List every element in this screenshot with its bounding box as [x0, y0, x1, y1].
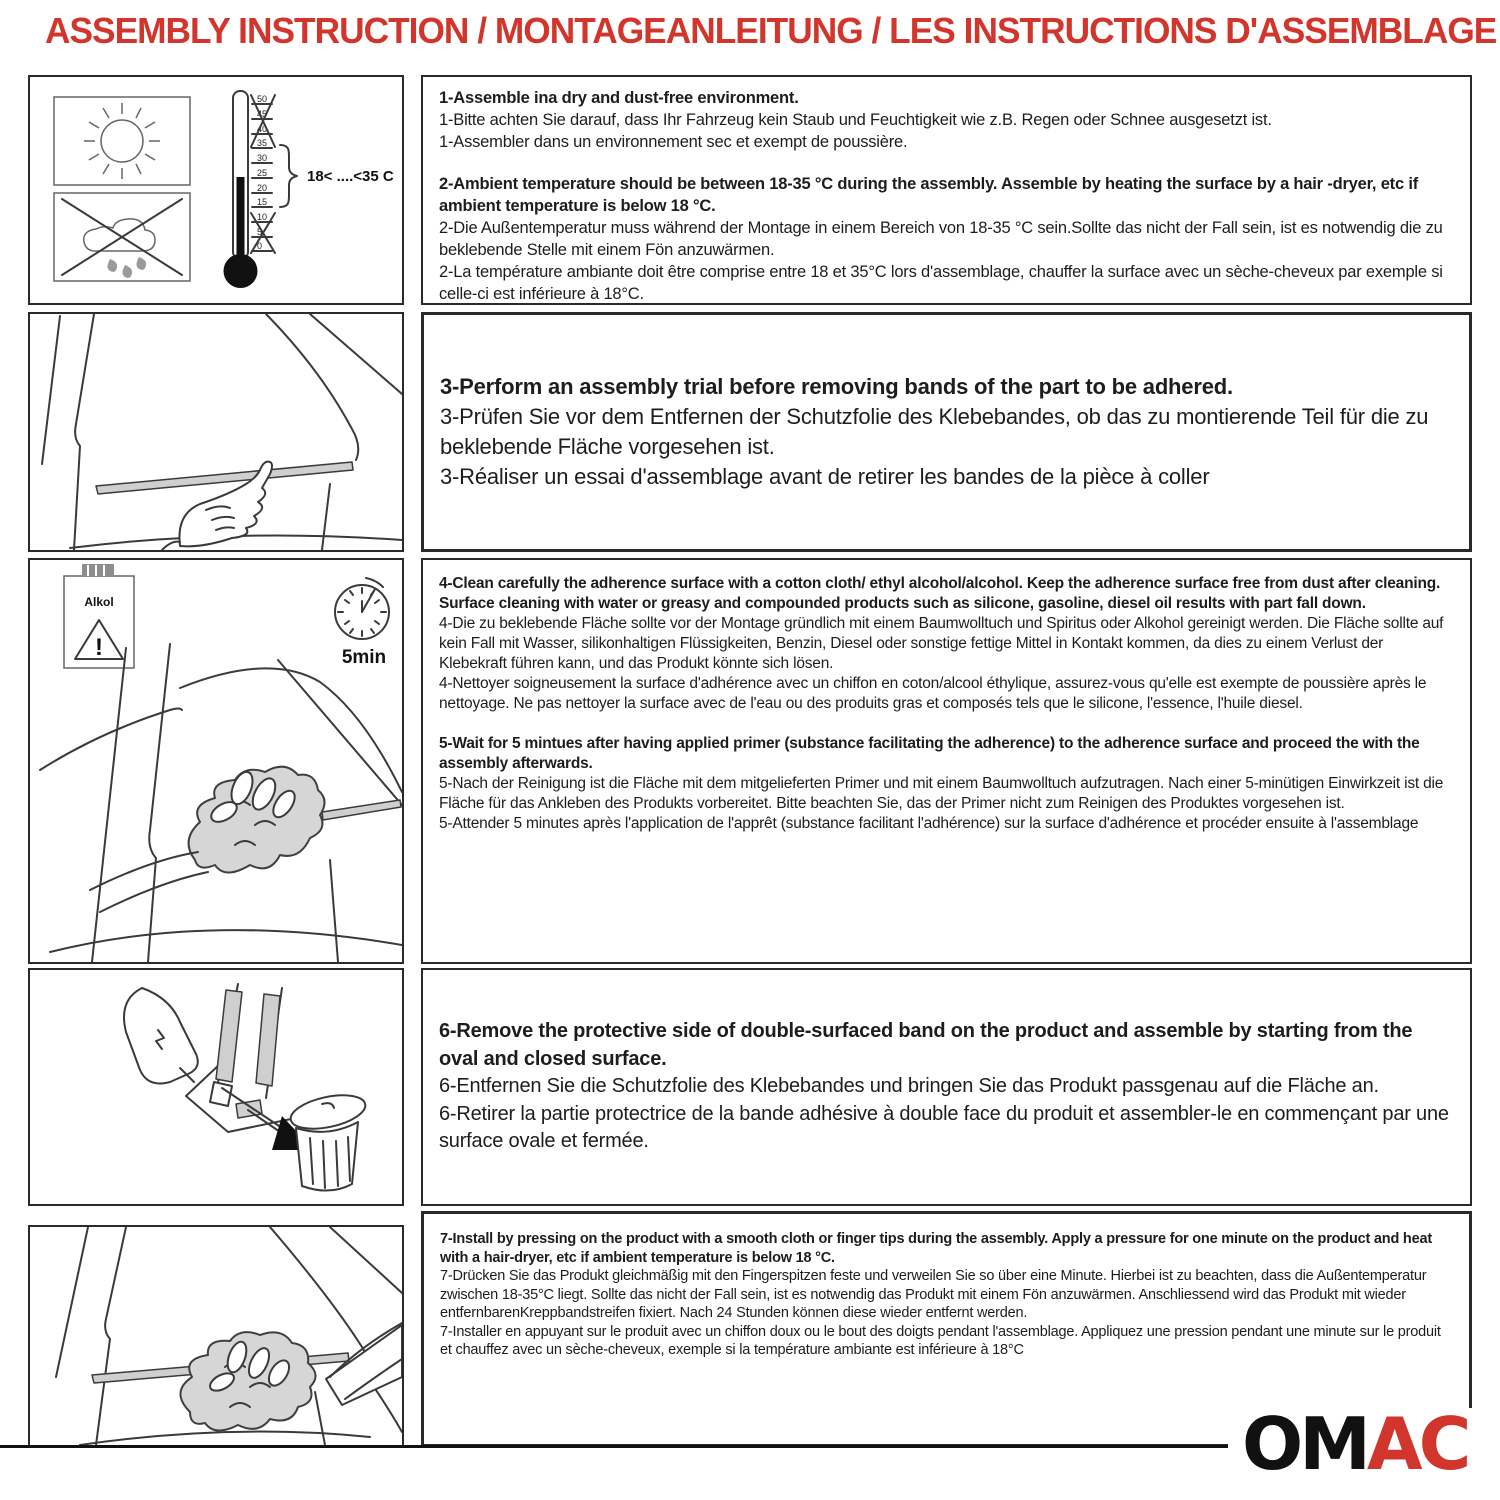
trim-strip [96, 462, 353, 494]
illustration-press-product [28, 1225, 404, 1447]
logo-text-red: AC [1366, 1402, 1468, 1486]
instruction-en: 6-Remove the protective side of double-surfaced band on the product and assemble by starting from the oval and closed surface. [439, 1020, 1413, 1070]
instruction-en: 5-Wait for 5 mintues after having applied primer (substance facilitating the adherence) to the adherence surface and proceed the with the assembly afterwards. [439, 735, 1420, 772]
instructions-step-3 [421, 312, 1472, 552]
instructions-step-4-5 [421, 558, 1472, 964]
thermometer-scale [251, 94, 275, 253]
instruction-fr: 4-Nettoyer soigneusement la surface d'adhérence avec un chiffon en coton/alcool éthylique, assurez-vous qu'elle est exempte de poussière après le nettoyage. Ne pas nettoyer la surface avec de l'eau ou des produits gras et composés tels que le silicone, l'essence, l'huile diesel. [439, 675, 1427, 712]
svg-text:40: 40 [257, 124, 268, 134]
no-rain-icon [54, 193, 190, 281]
footer-rule [0, 1445, 1230, 1448]
svg-text:10: 10 [257, 212, 268, 222]
bottle-label: Alkol [84, 595, 114, 609]
svg-text:45: 45 [257, 109, 268, 119]
assembly-trial-drawing [30, 314, 402, 550]
svg-text:25: 25 [257, 168, 268, 178]
instruction-en: 2-Ambient temperature should be between 18-35 °C during the assembly. Assemble by heating the surface by a hair -dryer, etc if ambient temperature is below 18 °C. [439, 175, 1419, 215]
svg-text:35: 35 [257, 138, 268, 148]
instruction-de: 6-Entfernen Sie die Schutzfolie des Klebebandes und bringen Sie das Produkt passgenau auf die Fläche an. [439, 1075, 1379, 1098]
page-title: ASSEMBLY INSTRUCTION / MONTAGEANLEITUNG / LES INSTRUCTIONS D'ASSEMBLAGE [45, 10, 1497, 51]
svg-text:5: 5 [257, 227, 263, 237]
instruction-fr: 3-Réaliser un essai d'assemblage avant de retirer les bandes de la pièce à coller [440, 464, 1210, 489]
instruction-en: 3-Perform an assembly trial before removing bands of the part to be adhered. [440, 374, 1233, 399]
instruction-fr: 1-Assembler dans un environnement sec et exempt de poussière. [439, 133, 908, 151]
range-brace [280, 145, 297, 207]
peeled-tape-end [210, 1082, 232, 1106]
tape-strip [256, 994, 280, 1086]
instruction-de: 1-Bitte achten Sie darauf, dass Ihr Fahrzeug kein Staub und Feuchtigkeit wie z.B. Regen oder Schnee ausgesetzt ist. [439, 111, 1272, 129]
clean-surface-drawing [30, 560, 402, 962]
trash-can-icon [288, 1089, 369, 1190]
instruction-en: 4-Clean carefully the adherence surface with a cotton cloth/ ethyl alcohol/alcohol. Keep the adherence surface free from dust after cleaning. Surface cleaning with water or greasy and compounded products such as silicone, gasoline, diesel oil results with part fall down. [439, 575, 1441, 612]
svg-text:0: 0 [257, 241, 263, 251]
instruction-de: 5-Nach der Reinigung ist die Fläche mit dem mitgelieferten Primer und mit einem Baumwolltuch aufzutragen. Nach einer 5-minütigen Einwirkzeit ist die Fläche für das Ankleben des Produkts vorbereitet. Bitte beachten Sie, das der Primer nicht zum Reinigen des Produktes vorgesehen ist. [439, 775, 1444, 812]
sun-icon [54, 97, 190, 185]
trim-strip [322, 800, 401, 820]
alcohol-bottle-icon [64, 564, 134, 668]
omac-logo [1228, 1402, 1487, 1494]
instruction-de: 3-Prüfen Sie vor dem Entfernen der Schutzfolie des Klebebandes, ob das zu montierende Teil für die zu beklebende Fläche vorgesehen ist. [440, 404, 1429, 459]
illustration-temperature-conditions [28, 75, 404, 305]
instruction-en: 1-Assemble ina dry and dust-free environment. [439, 89, 799, 107]
instructions-step-1-2 [421, 75, 1472, 305]
instruction-de: 4-Die zu beklebende Fläche sollte vor der Montage gründlich mit einem Baumwolltuch und Spiritus oder Alkohol gereinigt werden. Die Fläche sollte auf kein Fall mit Wasser, silikonhaltigen Flüssigkeiten, Benzin, Diesel oder sonstige fettige Mittel in Kontakt kommen, da dies zu einem Verlust der Klebekraft führen kann, und das Produkt könnte sich lösen. [439, 615, 1444, 672]
remove-band-drawing [30, 970, 402, 1204]
warning-triangle-icon [75, 620, 123, 661]
thermometer-icon [224, 91, 394, 288]
instruction-fr: 5-Attender 5 minutes après l'application de l'apprêt (substance facilitant l'adhérence) sur la surface d'adhérence et procéder ensuite à l'assemblage [439, 815, 1419, 832]
svg-text:15: 15 [257, 197, 268, 207]
clock-icon [335, 578, 389, 668]
instruction-en: 7-Install by pressing on the product with a smooth cloth or finger tips during the assembly. Apply a pressure for one minute on the product and heat with a hair-dryer, etc if ambient temperature is below 18 °C. [440, 1231, 1432, 1266]
svg-text:20: 20 [257, 183, 268, 193]
press-product-drawing [30, 1227, 402, 1445]
instruction-fr: 7-Installer en appuyant sur le produit avec un chiffon doux ou le bout des doigts pendant l'assemblage. Appliquez une pression pendant une minute sur le produit et chauffez avec un sèche-cheveux, exemple si la température ambiante est inférieure à 18°C [440, 1323, 1441, 1358]
instruction-fr: 6-Retirer la partie protectrice de la bande adhésive à double face du produit et assembler-le en commençant par une surface ovale et fermée. [439, 1102, 1449, 1153]
wait-time-label: 5min [341, 647, 387, 668]
logo-text-black: OM [1242, 1402, 1367, 1486]
wiping-cloth-and-hand [90, 767, 325, 912]
svg-text:50: 50 [257, 94, 268, 104]
peeled-tape-end [236, 1100, 262, 1118]
instruction-de: 7-Drücken Sie das Produkt gleichmäßig mit den Fingerspitzen feste und verweilen Sie so über eine Minute. Hierbei ist zu beachten, dass die Außentemperatur zwischen 18-35°C liegt. Sollte das nicht der Fall sein, ist es notwendig das Produkt mit einem Fön anzuwärmen. Anschliessend wird das Produkt mit wieder entfernbarenKreppbandstreifen fixiert. Nach 24 Stunden können diese wieder entfernt werden. [440, 1268, 1427, 1321]
instructions-step-6 [421, 968, 1472, 1206]
illustration-clean-surface [28, 558, 404, 964]
temperature-conditions-drawing [30, 77, 402, 303]
instruction-de: 2-Die Außentemperatur muss während der Montage in einem Bereich von 18-35 °C sein.Sollte das nicht der Fall sein, ist es notwendig die zu beklebende Stelle mit einem Fön anzuwärmen. [439, 219, 1443, 259]
svg-text:30: 30 [257, 153, 268, 163]
instruction-fr: 2-La température ambiante doit être comprise entre 18 et 35°C lors d'assemblage, chauffer la surface avec un sèche-cheveux par exemple si celle-ci est inférieure à 18°C. [439, 263, 1443, 303]
hand-icon [124, 988, 198, 1084]
temperature-range-label: 18< ....<35 C [307, 168, 394, 185]
pressing-cloth-and-hand [180, 1323, 402, 1431]
illustration-assembly-trial [28, 312, 404, 552]
tape-strip [216, 990, 242, 1082]
illustration-remove-band [28, 968, 404, 1206]
svg-text:!: ! [95, 634, 103, 661]
